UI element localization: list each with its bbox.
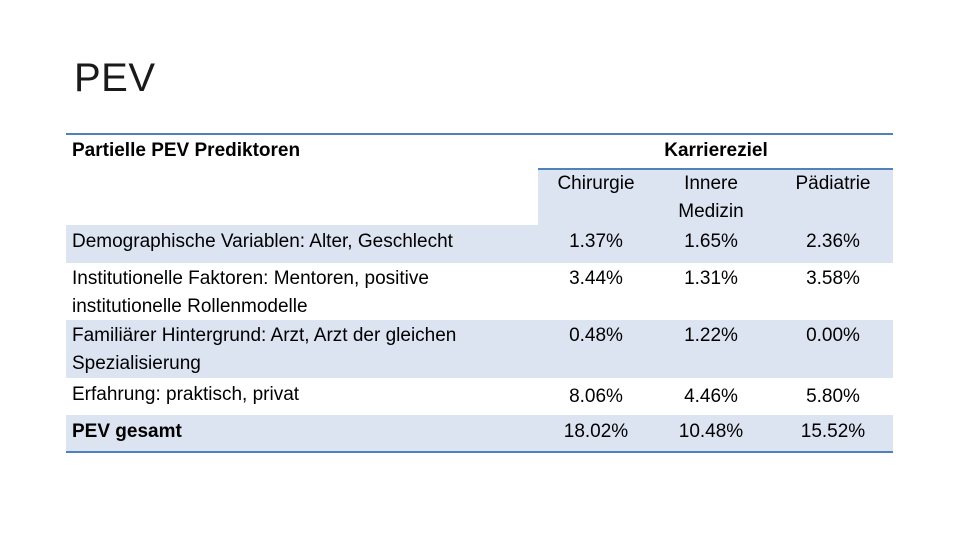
table-row <box>66 320 893 378</box>
total-row <box>66 415 893 451</box>
row-value: 0.00% <box>806 325 860 346</box>
row-value: 0.48% <box>569 325 623 346</box>
row-value: 1.65% <box>684 231 738 252</box>
row-value: 5.80% <box>806 386 860 407</box>
row-label: Erfahrung: praktisch, privat <box>72 384 300 405</box>
label-column-gap <box>66 170 538 225</box>
header-row <box>66 135 893 169</box>
row-value: 4.46% <box>684 386 738 407</box>
total-value: 10.48% <box>678 421 744 442</box>
column-header-chirurgie: Chirurgie <box>557 173 635 194</box>
column-header-innere-medizin: Innere Medizin <box>678 173 744 222</box>
table-row <box>66 263 893 320</box>
table-bottom-rule <box>66 451 893 453</box>
total-value: 18.02% <box>563 421 629 442</box>
header-predictors-label: Partielle PEV Prediktoren <box>72 140 301 161</box>
slide-title: PEV <box>74 56 156 100</box>
label-column-text-layer <box>66 170 893 171</box>
row-value: 2.36% <box>806 231 860 252</box>
row-value: 1.31% <box>684 268 738 289</box>
total-label: PEV gesamt <box>72 421 182 442</box>
row-value: 8.06% <box>569 386 623 407</box>
row-label: Familiärer Hintergrund: Arzt, Arzt der gleichen Spezialisierung <box>72 325 457 374</box>
row-label: Demographische Variablen: Alter, Geschlecht <box>72 231 453 252</box>
column-header-paediatrie: Pädiatrie <box>795 173 871 194</box>
row-value: 3.58% <box>806 268 860 289</box>
row-value: 1.22% <box>684 325 738 346</box>
header-karriereziel: Karriereziel <box>664 140 768 161</box>
row-value: 3.44% <box>569 268 623 289</box>
row-value: 1.37% <box>569 231 623 252</box>
table-row <box>66 378 893 415</box>
total-value: 15.52% <box>800 421 866 442</box>
row-label: Institutionelle Faktoren: Mentoren, positive institutionelle Rollenmodelle <box>72 268 429 317</box>
